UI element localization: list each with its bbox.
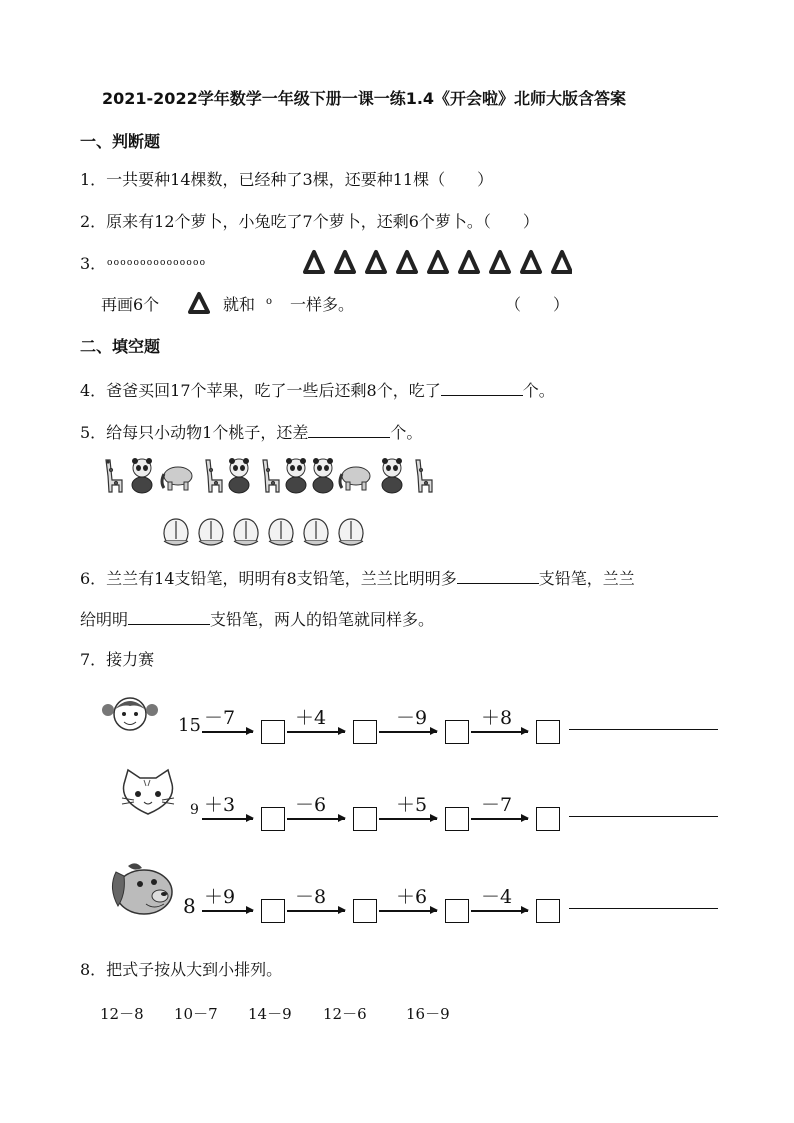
- relay-answer-box[interactable]: [445, 899, 469, 923]
- triangles-row: [302, 249, 572, 275]
- relay-arrow: [471, 731, 528, 733]
- peach-icon: [199, 519, 223, 545]
- answer-blank[interactable]: [457, 567, 539, 584]
- relay-answer-line: [569, 816, 718, 817]
- question-3-paren: （ ）: [505, 295, 570, 314]
- triangle-icon: [188, 291, 210, 315]
- relay-arrow: [379, 731, 437, 733]
- animals-row: [100, 456, 440, 496]
- relay-operation: －7: [481, 794, 513, 816]
- peach-icon: [164, 519, 188, 545]
- question-5-text: 5．给每只小动物1个桃子，还差: [80, 423, 309, 442]
- panda-icon: [229, 458, 249, 493]
- cat-icon: [118, 768, 178, 820]
- question-7: 7．接力赛: [80, 650, 155, 669]
- question-3-text-b: 就和: [223, 295, 256, 314]
- giraffe-icon: [263, 460, 279, 492]
- relay-arrow: [379, 910, 437, 912]
- relay-operation: －7: [204, 707, 236, 729]
- question-6-text-d: 支铅笔，两人的铅笔就同样多。: [210, 610, 435, 629]
- question-1: 1．一共要种14棵数，已经种了3棵，还要种11棵（ ）: [80, 170, 494, 189]
- question-3-text-a: 再画6个: [101, 295, 160, 314]
- question-3-number: 3．: [80, 254, 107, 273]
- panda-icon: [132, 458, 152, 493]
- relay-answer-box[interactable]: [261, 720, 285, 744]
- answer-blank[interactable]: [308, 421, 390, 438]
- peach-icon: [339, 519, 363, 545]
- section-heading-judgment: 一、判断题: [80, 132, 161, 151]
- relay-start-number: 15: [178, 715, 201, 736]
- expression-5: 16－9: [406, 1005, 450, 1023]
- relay-answer-box[interactable]: [536, 899, 560, 923]
- peach-icon: [269, 519, 293, 545]
- question-8: 8．把式子按从大到小排列。: [80, 960, 283, 979]
- elephant-icon: [162, 467, 192, 490]
- expression-3: 14－9: [248, 1005, 292, 1023]
- question-4-unit: 个。: [522, 381, 555, 400]
- relay-operation: －6: [295, 794, 327, 816]
- relay-answer-box[interactable]: [261, 899, 285, 923]
- panda-icon: [313, 458, 333, 493]
- relay-arrow: [471, 818, 528, 820]
- relay-start-number: 9: [190, 802, 199, 818]
- giraffe-icon: [206, 460, 222, 492]
- expression-4: 12－6: [323, 1005, 367, 1023]
- question-3-text-d: 一样多。: [290, 295, 355, 314]
- question-4: [80, 379, 555, 401]
- relay-operation: －4: [481, 886, 513, 908]
- relay-operation: ＋3: [204, 794, 236, 816]
- relay-arrow: [202, 731, 253, 733]
- relay-answer-box[interactable]: [536, 807, 560, 831]
- question-4-text: 4．爸爸买回17个苹果，吃了一些后还剩8个，吃了: [80, 381, 441, 400]
- relay-arrow: [471, 910, 528, 912]
- panda-icon: [286, 458, 306, 493]
- answer-blank[interactable]: [128, 608, 210, 625]
- relay-answer-box[interactable]: [261, 807, 285, 831]
- section-heading-fill: 二、填空题: [80, 337, 161, 356]
- relay-arrow: [287, 818, 345, 820]
- page-title: 2021-2022学年数学一年级下册一课一练1.4《开会啦》北师大版含答案: [102, 89, 627, 108]
- relay-start-number: 8: [183, 894, 196, 918]
- relay-answer-box[interactable]: [353, 807, 377, 831]
- relay-answer-box[interactable]: [536, 720, 560, 744]
- question-5: [80, 421, 422, 443]
- relay-operation: －8: [295, 886, 327, 908]
- answer-blank[interactable]: [441, 379, 523, 396]
- expression-1: 12－8: [100, 1005, 144, 1023]
- relay-answer-box[interactable]: [445, 807, 469, 831]
- relay-answer-line: [569, 729, 718, 730]
- relay-operation: ＋5: [396, 794, 428, 816]
- small-circles-row: ooooooooooooooo: [107, 258, 207, 268]
- expression-2: 10－7: [174, 1005, 218, 1023]
- question-5-unit: 个。: [390, 423, 423, 442]
- question-6-text-c: 给明明: [80, 610, 129, 629]
- relay-arrow: [202, 910, 253, 912]
- dog-icon: [106, 860, 178, 920]
- elephant-icon: [340, 467, 370, 490]
- relay-answer-box[interactable]: [353, 720, 377, 744]
- question-6-text-a: 6．兰兰有14支铅笔，明明有8支铅笔，兰兰比明明多: [80, 569, 457, 588]
- relay-answer-line: [569, 908, 718, 909]
- relay-operation: ＋6: [396, 886, 428, 908]
- triangles-icon: [302, 249, 572, 275]
- panda-icon: [382, 458, 402, 493]
- relay-arrow: [287, 910, 345, 912]
- relay-answer-box[interactable]: [445, 720, 469, 744]
- peach-icon: [304, 519, 328, 545]
- question-6-text-b: 支铅笔，兰兰: [538, 569, 635, 588]
- relay-operation: ＋4: [295, 707, 327, 729]
- question-6-line1: [80, 567, 635, 589]
- relay-operation: －9: [396, 707, 428, 729]
- question-2: 2．原来有12个萝卜，小兔吃了7个萝卜，还剩6个萝卜。（ ）: [80, 212, 539, 231]
- giraffe-icon: [416, 460, 432, 492]
- relay-arrow: [202, 818, 253, 820]
- relay-operation: ＋8: [481, 707, 513, 729]
- relay-operation: ＋9: [204, 886, 236, 908]
- peach-icon: [234, 519, 258, 545]
- relay-arrow: [379, 818, 437, 820]
- monkey-icon: [100, 692, 160, 740]
- giraffe-icon: [106, 460, 122, 492]
- small-circle-icon: o: [266, 296, 273, 307]
- question-6-line2: [80, 608, 434, 630]
- peaches-row: [160, 515, 370, 549]
- relay-answer-box[interactable]: [353, 899, 377, 923]
- relay-arrow: [287, 731, 345, 733]
